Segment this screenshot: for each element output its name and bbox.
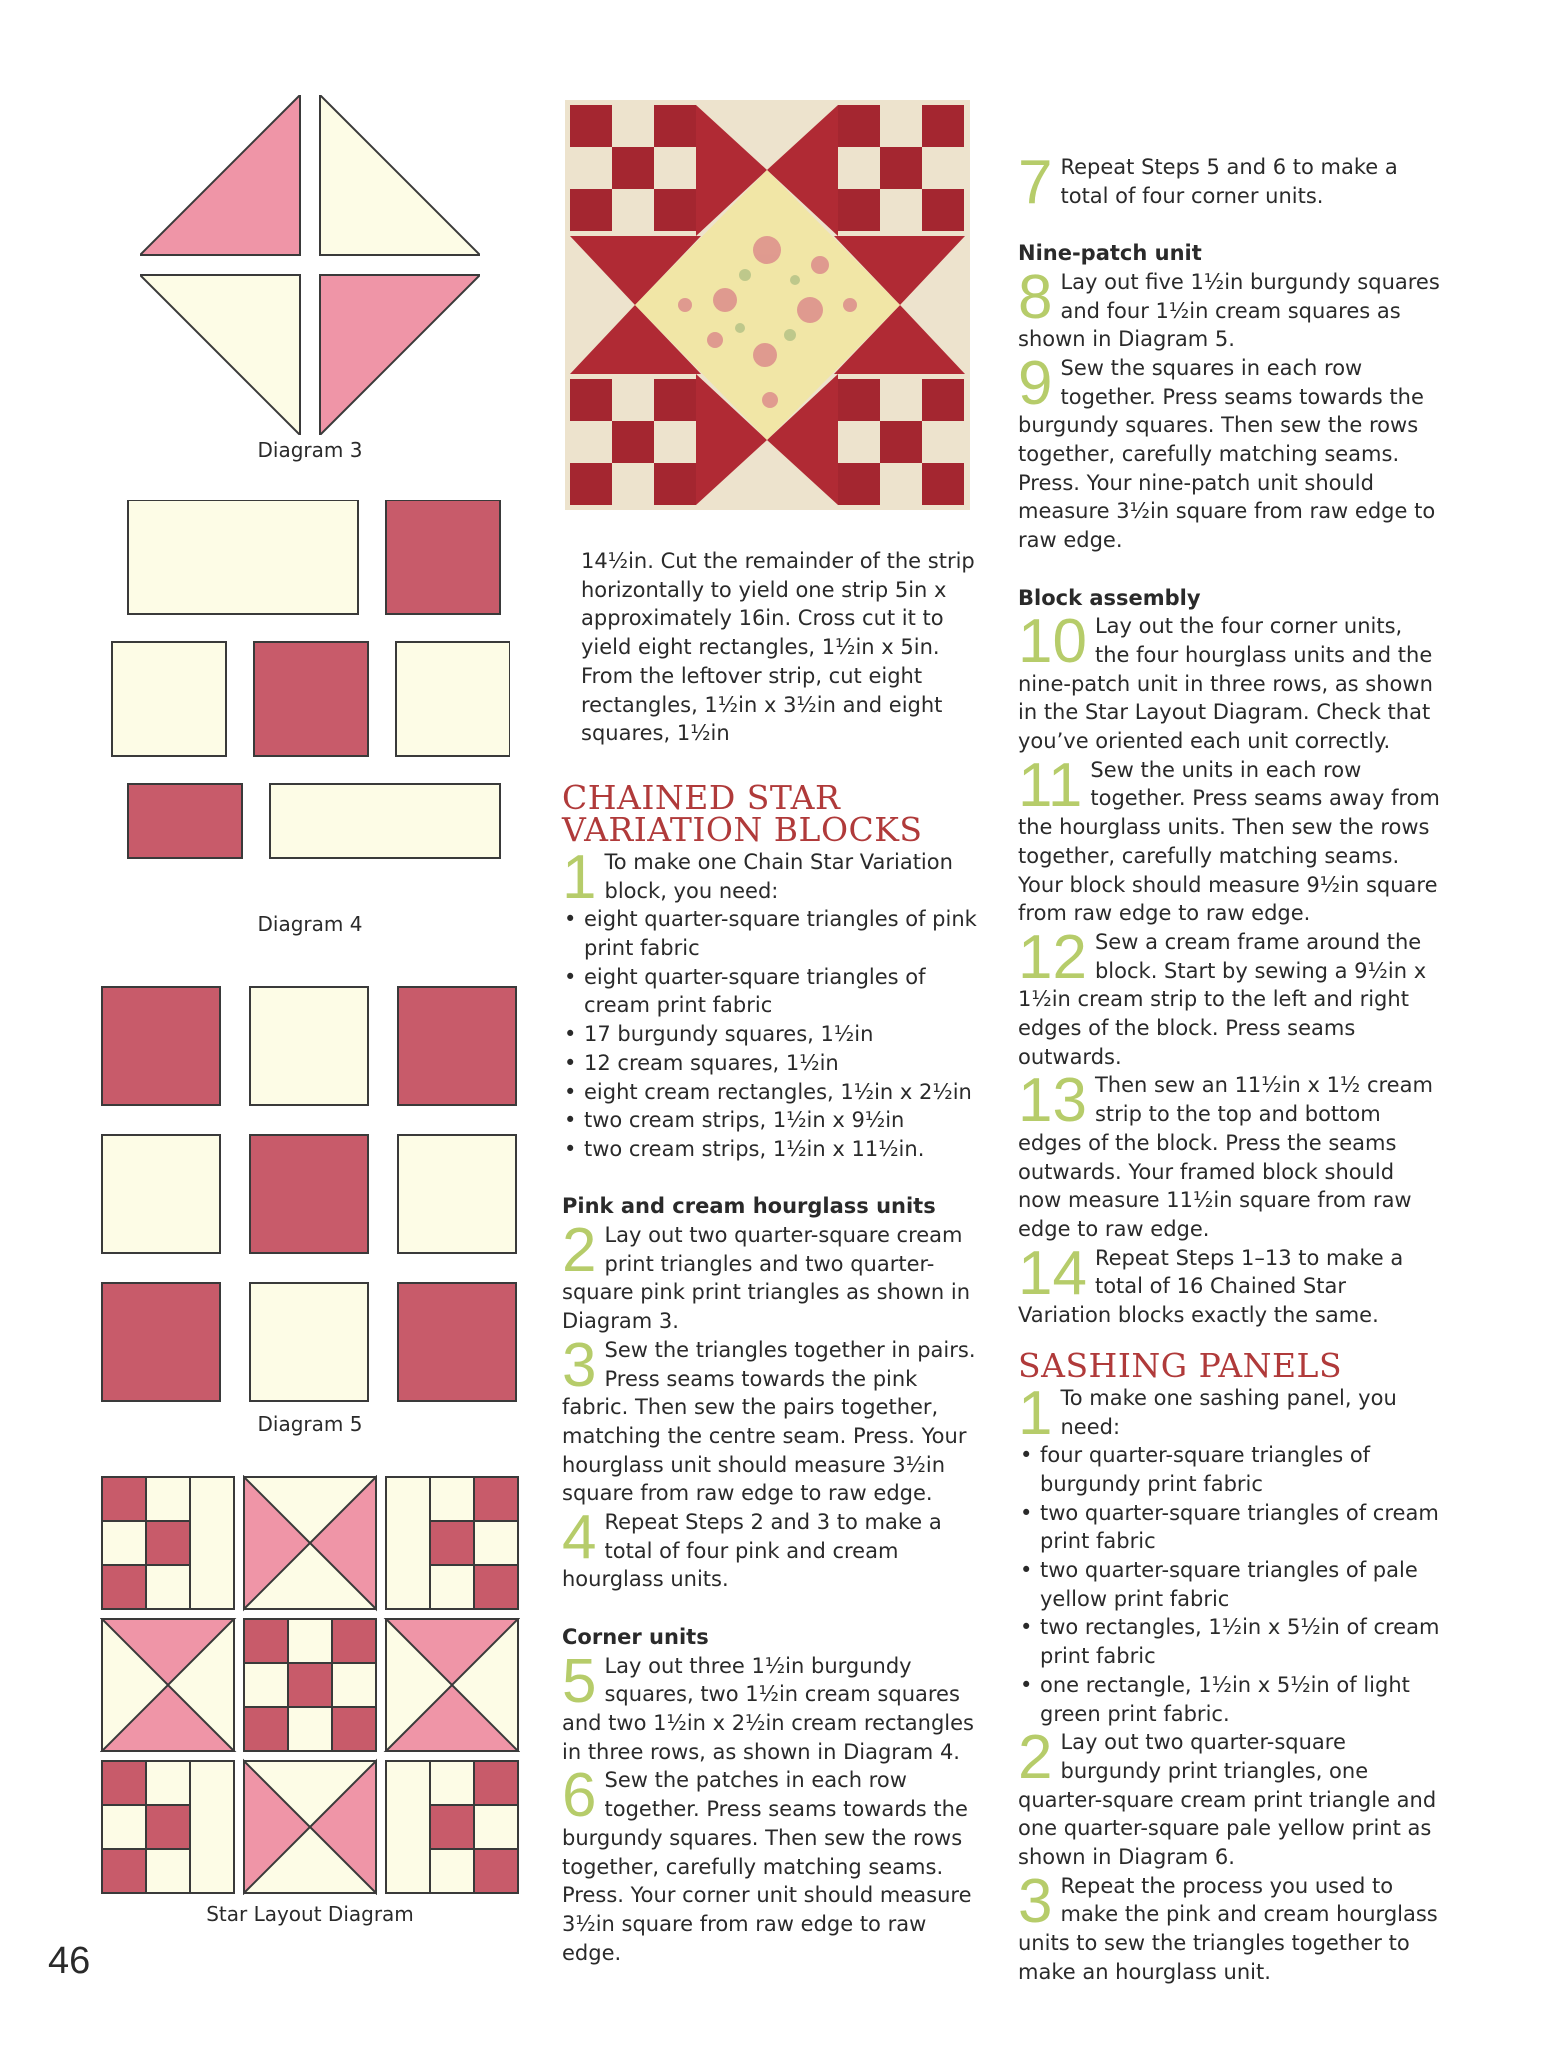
step-number: 3 <box>1018 1871 1053 1936</box>
sashing-materials-list <box>1018 1441 1443 1728</box>
step-number: 10 <box>1018 612 1087 677</box>
caption-diagram-5: Diagram 5 <box>257 1412 363 1436</box>
step-number: 11 <box>1018 755 1083 820</box>
heading-chained-star: CHAINED STAR VARIATION BLOCKS <box>562 777 923 849</box>
list-item: • 17 burgundy squares, 1½in <box>562 1020 982 1049</box>
step-5: 5 Lay out three 1½in burgundy squares, two 1½in cream squares and two 1½in x 2½in cream rectangles in three rows, as shown in Diagram 4. <box>562 1651 975 1764</box>
diagram-3 <box>140 95 480 435</box>
step-number: 12 <box>1018 927 1087 992</box>
caption-diagram-4: Diagram 4 <box>257 912 363 936</box>
subheading-hourglass: Pink and cream hourglass units <box>562 1194 936 1219</box>
sashing-step-1: 1 To make one sashing panel, you need: <box>1018 1383 1397 1442</box>
d3-cream-triangle-top <box>320 95 480 255</box>
step-11: 11 Sew the units in each row together. Press seams away from the hourglass units. Then sew the rows together, carefully matching seams. Your block should measure 9½in square from raw edge to raw edge. <box>1018 755 1440 926</box>
star-corner-bottom-right <box>386 1761 518 1893</box>
d4-cream-square-mid-left <box>112 642 226 756</box>
step-number: 7 <box>1018 153 1053 211</box>
diagram-5 <box>100 985 520 1405</box>
step-number: 1 <box>562 847 597 906</box>
step-number: 8 <box>1018 267 1053 332</box>
star-hourglass-left <box>102 1619 234 1751</box>
step-number: 13 <box>1018 1071 1087 1136</box>
step-3: 3 Sew the triangles together in pairs. Press seams towards the pink fabric. Then sew the pairs together, matching the centre seam. Press. Your hourglass unit should measure 3½in square from raw edge to raw edge. <box>562 1335 976 1506</box>
step-number: 2 <box>1018 1728 1053 1793</box>
step-10: 10 Lay out the four corner units, the four hourglass units and the nine-patch unit in three rows, as shown in the Star Layout Diagram. Check that you’ve oriented each unit correctly. <box>1018 612 1433 754</box>
step-4: 4 Repeat Steps 2 and 3 to make a total of four pink and cream hourglass units. <box>562 1508 942 1592</box>
sashing-step-3: 3 Repeat the process you used to make the pink and cream hourglass units to sew the triangles together to make an hourglass unit. <box>1018 1871 1438 1984</box>
cutting-intro-text: 14½in. Cut the remainder of the strip horizontally to yield one strip 5in x approximately 16in. Cross cut it to yield eight rectangles, 1½in x 5in. From the leftover strip, cut eight rectangles, 1½in x 3½in and eight squares, 1½in <box>581 549 975 746</box>
star-corner-top-right <box>386 1477 518 1609</box>
star-layout-diagram <box>100 1475 520 1895</box>
subheading-nine-patch: Nine-patch unit <box>1018 241 1202 266</box>
heading-sashing-panels: SASHING PANELS <box>1018 1345 1343 1385</box>
list-item: • two quarter-square triangles of pale yellow print fabric <box>1018 1556 1443 1613</box>
step-9: 9 Sew the squares in each row together. Press seams towards the burgundy squares. Then sew the rows together, carefully matching seams. Press. Your nine-patch unit should measure 3½in square from raw edge to raw edge. <box>1018 353 1436 553</box>
d4-cream-rect-bottom <box>270 784 500 858</box>
d4-burgundy-square-top <box>386 500 500 614</box>
list-item: • 12 cream squares, 1½in <box>562 1049 982 1078</box>
step-14: 14 Repeat Steps 1–13 to make a total of 16 Chained Star Variation blocks exactly the same. <box>1018 1243 1404 1328</box>
d3-pink-triangle-top <box>140 95 300 255</box>
list-item: • two quarter-square triangles of cream print fabric <box>1018 1499 1443 1556</box>
step-number: 6 <box>562 1766 597 1831</box>
step-7: 7 Repeat Steps 5 and 6 to make a total of four corner units. <box>1018 153 1398 211</box>
caption-diagram-3: Diagram 3 <box>257 438 363 462</box>
star-corner-bottom-left <box>102 1761 234 1893</box>
d4-burgundy-square-bottom <box>128 784 242 858</box>
star-hourglass-top <box>244 1477 376 1609</box>
list-item: • four quarter-square triangles of burgundy print fabric <box>1018 1441 1443 1498</box>
step-number: 9 <box>1018 353 1053 418</box>
subheading-block-assembly: Block assembly <box>1018 585 1201 610</box>
list-item: • two cream strips, 1½in x 9½in <box>562 1106 982 1135</box>
step-number: 3 <box>562 1335 597 1400</box>
d3-cream-triangle-bottom <box>140 275 300 435</box>
step-number: 5 <box>562 1651 597 1716</box>
list-item: • eight cream rectangles, 1½in x 2½in <box>562 1078 982 1107</box>
step-number: 1 <box>1018 1383 1053 1442</box>
list-item: • eight quarter-square triangles of cream print fabric <box>562 963 982 1020</box>
materials-list <box>562 905 982 1163</box>
subheading-corner-units: Corner units <box>562 1624 709 1649</box>
list-item: • eight quarter-square triangles of pink print fabric <box>562 905 982 962</box>
step-number: 4 <box>562 1508 597 1573</box>
list-item: • two cream strips, 1½in x 11½in. <box>562 1135 982 1164</box>
step-8: 8 Lay out five 1½in burgundy squares and four 1½in cream squares as shown in Diagram 5. <box>1018 267 1440 352</box>
star-nine-patch <box>244 1619 376 1751</box>
d3-pink-triangle-bottom <box>320 275 480 435</box>
list-item: • two rectangles, 1½in x 5½in of cream print fabric <box>1018 1613 1443 1670</box>
step-6: 6 Sew the patches in each row together. Press seams towards the burgundy squares. Then sew the rows together, carefully matching seams. Press. Your corner unit should measure 3½in square from raw edge to raw edge. <box>562 1766 972 1965</box>
sashing-step-2: 2 Lay out two quarter-square burgundy print triangles, one quarter-square cream print triangle and one quarter-square pale yellow print as shown in Diagram 6. <box>1018 1728 1437 1870</box>
star-corner-top-left <box>102 1477 234 1609</box>
text-column-2 <box>1018 153 1443 1987</box>
d4-cream-square-mid-right <box>396 642 510 756</box>
star-hourglass-right <box>386 1619 518 1751</box>
text-column-1 <box>562 547 982 1967</box>
diagram-4 <box>110 500 510 860</box>
list-item: • one rectangle, 1½in x 5½in of light green print fabric. <box>1018 1671 1443 1728</box>
step-2: 2 Lay out two quarter-square cream print triangles and two quarter-square pink print triangles as shown in Diagram 3. <box>562 1221 971 1334</box>
step-number: 14 <box>1018 1243 1087 1308</box>
d4-burgundy-square-mid <box>254 642 368 756</box>
step-1: 1 To make one Chain Star Variation block, you need: <box>562 847 953 906</box>
quilt-block-photo <box>565 100 970 510</box>
page-number: 46 <box>48 1940 91 1982</box>
caption-star-layout: Star Layout Diagram <box>206 1902 414 1926</box>
step-number: 2 <box>562 1221 597 1286</box>
step-13: 13 Then sew an 11½in x 1½ cream strip to the top and bottom edges of the block. Press the seams outwards. Your framed block should now measure 11½in square from raw edge to raw edge. <box>1018 1071 1433 1241</box>
star-hourglass-bottom <box>244 1761 376 1893</box>
step-12: 12 Sew a cream frame around the block. Start by sewing a 9½in x 1½in cream strip to the left and right edges of the block. Press seams outwards. <box>1018 927 1427 1069</box>
d4-cream-rect-top <box>128 500 358 614</box>
